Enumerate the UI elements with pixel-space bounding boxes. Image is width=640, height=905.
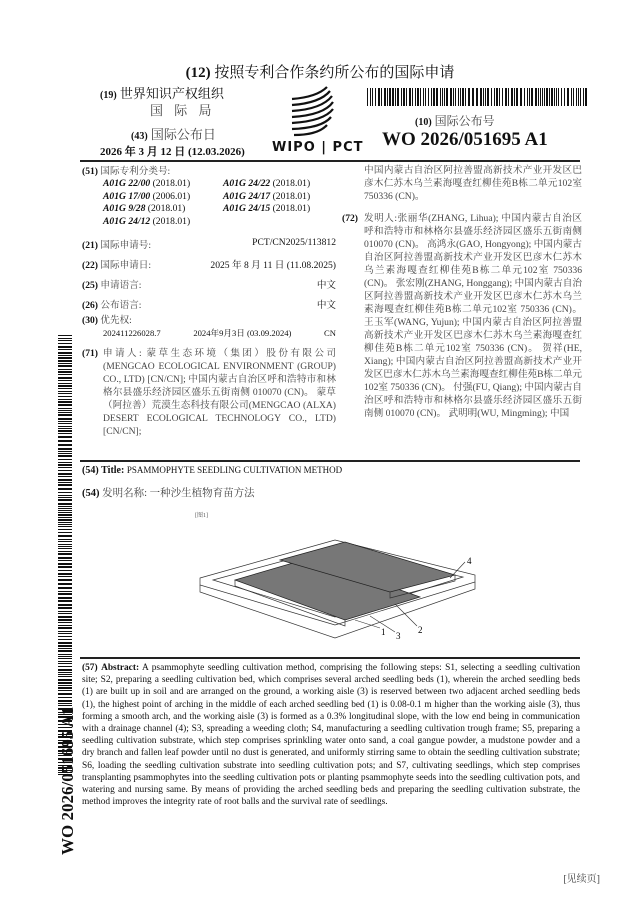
barcode-bar (480, 88, 482, 106)
barcode-bar (585, 88, 587, 106)
barcode-bar (58, 576, 72, 577)
barcode-bar (409, 88, 411, 106)
barcode-bar (58, 573, 72, 575)
barcode-bar (58, 697, 72, 698)
barcode-bar (389, 88, 391, 106)
barcode-bar (58, 600, 72, 602)
barcode-bar (372, 88, 373, 106)
barcode-bar (420, 88, 421, 106)
barcode-bar (556, 88, 557, 106)
barcode-bar (58, 570, 72, 571)
ipc-item: A01G 24/12 (2018.01) (103, 215, 191, 227)
barcode-bar (58, 631, 72, 632)
barcode-bar (58, 484, 72, 486)
barcode-bar (58, 532, 72, 533)
barcode-bar (425, 88, 426, 106)
figure-label: [图1] (195, 513, 208, 519)
barcode-bar (58, 553, 72, 555)
barcode-bar (440, 88, 441, 106)
barcode-bar (58, 514, 72, 516)
inid-code: (19) (100, 90, 117, 101)
label: 国际公布号 (434, 114, 495, 128)
barcode-bar (58, 482, 72, 483)
barcode-bar (58, 479, 72, 481)
barcode-bar (58, 421, 72, 422)
barcode-bar (412, 88, 413, 106)
barcode-bar (567, 88, 569, 106)
barcode-bar (58, 383, 72, 384)
barcode-bar (58, 674, 72, 675)
barcode-bar (423, 88, 424, 106)
barcode-bar (583, 88, 584, 106)
barcode-bar (58, 428, 72, 429)
barcode-bar (58, 430, 72, 432)
ipc-item: A01G 22/00 (2018.01) (103, 178, 191, 189)
barcode-bar (436, 88, 438, 106)
barcode-bar (58, 470, 72, 471)
filing-language: 中文 (316, 280, 336, 291)
barcode-bar (58, 508, 72, 509)
barcode-bar (58, 639, 72, 640)
barcode-bar (460, 88, 461, 106)
applicant-continued: 中国内蒙古自治区阿拉善盟高新技术产业开发区巴彦木仁苏木乌兰素海嘎查红柳佳苑B栋二单元102室 750336 (CN)。 (364, 165, 582, 202)
barcode-bar (58, 541, 72, 542)
barcode-bar (58, 693, 72, 695)
barcode-bar (58, 488, 72, 490)
ipc-list (82, 178, 342, 228)
barcode-bar (58, 654, 72, 655)
barcode-bar (450, 88, 452, 106)
barcode-bar (401, 88, 402, 106)
barcode-bar (472, 88, 474, 106)
barcode-bar (499, 88, 500, 106)
barcode-bar (384, 88, 386, 106)
barcode-bar (58, 497, 72, 498)
label: 国际公布日 (150, 127, 216, 142)
figure-ref-3: 3 (396, 631, 401, 641)
title-chinese: (54) 发明名称: 一种沙生植物育苗方法 (82, 488, 255, 499)
barcode-bar (494, 88, 495, 106)
barcode-bar (58, 604, 72, 606)
barcode-bar (58, 335, 72, 336)
barcode-bar (468, 88, 470, 106)
barcode-bar (58, 685, 72, 686)
barcode-bar (58, 666, 72, 667)
barcode-bar (58, 557, 72, 559)
barcode-bar (485, 88, 486, 106)
inventor-text: 发明人:张丽华(ZHANG, Lihua); 中国内蒙古自治区呼和浩特市和林格尔县盛乐经济园区盛乐五街南侧 010070 (CN)。 高鸿永(GAO, Hongyong); 中国内蒙古自治区阿拉善盟高新技术产业开发区巴彦木仁苏木乌兰素海嘎查红柳佳苑B栋二单元102室 750336 (CN)。 张宏刚(ZHANG, Honggang); 中国内蒙古自治区阿拉善盟高新技术产业开发区巴彦木仁苏木乌兰素海嘎查红柳佳苑B栋二单元102室 750336 (CN)。 王玉军(WANG, Yujun); 中国内蒙古自治区阿拉善盟高新技术产业开发区巴彦木仁苏木乌兰素海嘎查红柳佳苑B栋二单元102室 750336 (CN)。 贺祥(HE, Xiang); 中国内蒙古自治区阿拉善盟高新技术产业开发区巴彦木仁苏木乌兰素海嘎查红柳佳苑B栋二单元102室 750336 (CN)。 付强(FU, Qiang); 中国内蒙古自治区呼和浩特市和林格尔县盛乐经济园区盛乐五街南侧 010070 (CN)。 武明明(WU, Mingming); 中国 (364, 213, 582, 419)
barcode-bar (58, 369, 72, 370)
publication-number-label (415, 112, 495, 129)
document-type-heading (0, 61, 640, 82)
barcode-bar (58, 636, 72, 637)
barcode-bar (58, 374, 72, 375)
barcode-bar (58, 642, 72, 644)
barcode-bar (58, 352, 72, 354)
publication-language: 中文 (316, 300, 336, 311)
barcode-bar (511, 88, 513, 106)
barcode-bar (442, 88, 443, 106)
barcode-bar (381, 88, 382, 106)
barcode-bar (58, 551, 72, 552)
barcode-bar (508, 88, 509, 106)
barcode-bar (496, 88, 498, 106)
barcode-bar (58, 524, 72, 525)
barcode-bar (520, 88, 522, 106)
barcode-bar (487, 88, 489, 106)
barcode-bar (58, 492, 72, 493)
barcode-bar (58, 453, 72, 454)
barcode-bar (524, 88, 525, 106)
figure-ref-4: 4 (467, 556, 472, 566)
barcode-bar (58, 401, 72, 403)
barcode-bar (58, 340, 72, 341)
barcode-bar (527, 88, 528, 106)
priority-data (82, 327, 336, 340)
barcode-bar (453, 88, 454, 106)
barcode-bar (58, 459, 72, 460)
barcode-bar (483, 88, 484, 106)
figure-drawing (195, 520, 495, 655)
barcode-bar (58, 622, 72, 623)
barcode-bar (370, 88, 371, 106)
barcode-bar (58, 645, 72, 647)
barcode-bar (58, 451, 72, 452)
barcode-bar (58, 619, 72, 621)
barcode-bar (58, 393, 72, 394)
barcode-bar (58, 633, 72, 634)
barcode-bar (395, 88, 396, 106)
barcode-bar (58, 566, 72, 568)
barcode-bar (58, 410, 72, 411)
barcode-bar (58, 597, 72, 599)
divider (80, 657, 580, 659)
divider (80, 160, 580, 162)
barcode-bar (58, 408, 72, 409)
barcode-bar (58, 355, 72, 356)
divider (80, 460, 580, 462)
barcode-bar (58, 506, 72, 507)
international-bureau: 国 际 局 (150, 103, 216, 118)
abstract-text: A psammophyte seedling cultivation method, comprising the following steps: S1, selecting a seedling cultivation site; S2, preparing a seedling cultivation bed, which comprises several arched seedling beds (1), wherein the arched seedling beds (1) are built up in soil and are arranged on the ground, a working aisle (3) is reserved between two adjacent arched seedling beds (1), the highest point of arching in the middle of each arched seedling bed (1) is 0.08-0.1 m higher than the working aisle (3), thus forming a smooth arch, and the working aisle (3) is formed as a 0.3% longitudinal slope, with the low end being in communication with a drainage channel (4); S3, spreading a weeding cloth; S4, manufacturing a seedling cultivation trough frame; S5, preparing a seedling cultivation substrate, which step comprises sprinkling water onto sand, a coal gangue powder, a mudstone powder and a dry branch and fallen leaf powder until no dust is generated, and uniformly stirring same to obtain the seedling cultivation substrate; S6, loading the seedling cultivation substrate into seedling cultivation pots; and S7, cultivating seedlings, which step comprises transplanting psammophytes into the seedling cultivation pots or planting psammophyte seeds into the seedling cultivation pots, and watering and nursing same. By means of providing the arched seedling beds and preparing the seedling cultivation substrate, the method improves the integrity rate of root balls and the survival rate of seedlings. (82, 663, 581, 808)
barcode-bar (58, 625, 72, 626)
wipo-pct-logo (272, 85, 372, 155)
barcode-bar (58, 495, 72, 496)
barcode-bar (578, 88, 579, 106)
barcode-bar (540, 88, 541, 106)
inid-code: (10) (415, 117, 432, 128)
org-label: 世界知识产权组织 (119, 86, 224, 101)
barcode-bar (58, 560, 72, 561)
barcode-bar (58, 349, 72, 350)
barcode-bar (428, 88, 429, 106)
barcode-bar (58, 548, 72, 549)
inid-code: (51) (82, 166, 98, 177)
barcode-bar (446, 88, 448, 106)
barcode-bar (558, 88, 559, 106)
barcode-bar (476, 88, 478, 106)
barcode-bar (367, 88, 368, 106)
barcode-bar (58, 414, 72, 416)
barcode-bar (58, 464, 72, 466)
barcode-bar (455, 88, 456, 106)
barcode-bar (58, 467, 72, 468)
barcode-bar (58, 613, 72, 614)
barcode-bar (58, 535, 72, 537)
publication-date-label (131, 124, 216, 143)
title-text: PSAMMOPHYTE SEEDLING CULTIVATION METHOD (126, 465, 343, 475)
barcode-bar (58, 343, 72, 344)
barcode-bar (58, 391, 72, 392)
barcode-bar (58, 462, 72, 463)
barcode-bar (514, 88, 515, 106)
title-text: 一种沙生植物育苗方法 (149, 488, 255, 499)
barcode-bar (58, 412, 72, 413)
barcode-bar (58, 591, 72, 592)
figure-ref-1: 1 (381, 627, 386, 637)
barcode-bar (415, 88, 416, 106)
barcode-bar (58, 672, 72, 673)
barcode-bar (58, 396, 72, 397)
barcode-bar (58, 676, 72, 677)
barcode-bar (58, 363, 72, 364)
barcode-bar (58, 377, 72, 379)
barcode-bar (58, 418, 72, 420)
barcode-bar (580, 88, 581, 106)
barcode-bar (58, 611, 72, 612)
barcode-bar (544, 88, 545, 106)
barcode-bar (58, 522, 72, 523)
barcode-bar (58, 593, 72, 595)
barcode-bar (554, 88, 555, 106)
barcode-bar (58, 700, 72, 702)
priority-date: 2024年9月3日 (03.09.2024) (193, 328, 292, 338)
barcode-bar (58, 385, 72, 387)
barcode-bar (392, 88, 394, 106)
barcode-bar (378, 88, 380, 106)
ipc-section (82, 165, 342, 228)
barcode-bar (546, 88, 548, 106)
barcode-bar (58, 546, 72, 547)
barcode-bar (58, 399, 72, 400)
publication-date: 2026 年 3 月 12 日 (12.03.2026) (100, 146, 245, 158)
barcode-bar (375, 88, 376, 106)
barcode-bar (535, 88, 537, 106)
application-number: PCT/CN2025/113812 (252, 237, 336, 248)
priority-section: (30) 优先权: 202411226028.7 2024年9月3日 (03.09.2024) CN (82, 315, 336, 338)
barcode-bar (58, 526, 72, 527)
barcode-bar (417, 88, 419, 106)
barcode-bar (58, 658, 72, 659)
barcode-bar (58, 426, 72, 427)
barcode-bar (58, 512, 72, 513)
inventor-section: (72) 发明人:张丽华(ZHANG, Lihua); 中国内蒙古自治区呼和浩特市和林格尔县盛乐经济园区盛乐五街南侧 010070 (CN)。 高鸿永(GAO, Hongyong); 中国内蒙古自治区阿拉善盟高新技术产业开发区巴彦木仁苏木乌兰素海嘎查红柳佳苑B栋二单元102室 750336 (CN)。 张宏刚(ZHANG, Honggang); 中国内蒙古自治区阿拉善盟高新技术产业开发区巴彦木仁苏木乌兰素海嘎查红柳佳苑B栋二单元102室 750336 (CN)。 王玉军(WANG, Yujun); 中国内蒙古自治区阿拉善盟高新技术产业开发区巴彦木仁苏木乌兰素海嘎查红柳佳苑B栋二单元102室 750336 (CN)。 贺祥(HE, Xiang); 中国内蒙古自治区阿拉善盟高新技术产业开发区巴彦木仁苏木乌兰素海嘎查红柳佳苑B栋二单元102室 750336 (CN)。 付强(FU, Qiang); 中国内蒙古自治区呼和浩特市和林格尔县盛乐经济园区盛乐五街南侧 010070 (CN)。 武明明(WU, Mingming); 中国 (342, 213, 582, 419)
priority-number: 202411226028.7 (103, 328, 161, 338)
inid-code: (43) (131, 131, 148, 142)
barcode-bar (58, 682, 72, 684)
barcode-bar (444, 88, 445, 106)
barcode-bar (571, 88, 572, 106)
barcode-bar (573, 88, 574, 106)
ipc-item: A01G 24/15 (2018.01) (223, 203, 311, 214)
barcode-bar (58, 476, 72, 477)
barcode-bar (58, 510, 72, 511)
barcode-bar (564, 88, 565, 106)
barcode-bar (58, 687, 72, 689)
barcode-bar (58, 627, 72, 629)
barcode-bar (58, 433, 72, 434)
barcode-bar (58, 380, 72, 381)
barcode-bar (58, 448, 72, 450)
barcode-bar (58, 371, 72, 373)
logo-text: WIPO | PCT (272, 140, 364, 155)
barcode-bar (58, 607, 72, 609)
barcode-bar (576, 88, 577, 106)
title-english: (54) Title: PSAMMOPHYTE SEEDLING CULTIVATION METHOD (82, 465, 343, 476)
figure-ref-2: 2 (418, 625, 423, 635)
barcode-bar (561, 88, 562, 106)
barcode-bar (58, 563, 72, 565)
inid-code: (12) (185, 65, 211, 81)
barcode-bar (58, 423, 72, 424)
barcode-bar (458, 88, 459, 106)
barcode-bar (58, 583, 72, 585)
ipc-item: A01G 9/28 (2018.01) (103, 203, 186, 214)
publication-number: WO 2026/051695 A1 (382, 129, 548, 150)
barcode-bar (403, 88, 405, 106)
priority-country: CN (324, 328, 336, 338)
barcode-bar (58, 346, 72, 348)
barcode-bar (549, 88, 550, 106)
barcode-bar (58, 587, 72, 589)
ipc-item: A01G 24/17 (2018.01) (223, 190, 311, 202)
barcode-bar (58, 656, 72, 657)
barcode-bar (58, 499, 72, 501)
barcode-bar (465, 88, 466, 106)
application-date: 2025 年 8 月 11 日 (11.08.2025) (210, 260, 336, 271)
barcode-bar (397, 88, 399, 106)
barcode-bar (58, 517, 72, 518)
barcode-bar (58, 360, 72, 362)
barcode-bar (58, 544, 72, 545)
barcode-bar (551, 88, 553, 106)
barcode-bar (58, 539, 72, 540)
continued-note: [见续页] (563, 874, 600, 885)
barcode-bar (58, 455, 72, 457)
barcode-bar (58, 357, 72, 359)
barcode-bar (491, 88, 492, 106)
barcode-bar (58, 690, 72, 691)
barcode-bar (462, 88, 464, 106)
barcode-bar (58, 444, 72, 446)
barcode-bar (406, 88, 407, 106)
abstract: (57) Abstract: A psammophyte seedling cultivation method, comprising the following steps: S1, selecting a seedling cultivation site; S2, preparing a seedling cultivation bed, which comprises several arched seedling beds (1), wherein the arched seedling beds (1) are built up in soil and are arranged on the ground, a working aisle (3) is reserved between two adjacent arched seedling beds (1), the highest point of arching in the middle of each arched seedling bed (1) is 0.08-0.1 m higher than the working aisle (3), thus forming a smooth arch, and the working aisle (3) is formed as a 0.3% longitudinal slope, with the low end being in communication with a drainage channel (4); S3, spreading a weeding cloth; S4, manufacturing a seedling cultivation trough frame; S5, preparing a seedling cultivation substrate, which step comprises sprinkling water onto sand, a coal gangue powder, a mudstone powder and a dry branch and fallen leaf powder until no dust is generated, and uniformly stirring same to obtain the seedling cultivation substrate; S6, loading the seedling cultivation substrate into seedling cultivation pots; and S7, cultivating seedlings, which step comprises transplanting psammophytes into the seedling cultivation pots or planting psammophyte seeds into the seedling cultivation pots, and watering and nursing same. By means of providing the arched seedling beds and preparing the seedling cultivation substrate, the method improves the integrity rate of root balls and the survival rate of seedlings. (82, 663, 581, 808)
barcode (367, 88, 587, 106)
barcode-bar (58, 669, 72, 671)
barcode-bar (58, 616, 72, 618)
barcode-bar (502, 88, 503, 106)
barcode-bar (387, 88, 388, 106)
barcode-bar (58, 579, 72, 581)
barcode-bar (538, 88, 539, 106)
barcode-bar (58, 404, 72, 406)
ipc-item: A01G 24/22 (2018.01) (223, 178, 311, 189)
barcode-bar (433, 88, 435, 106)
side-publication-number: WO 2026/051695 A1 (58, 706, 77, 855)
barcode-bar (58, 473, 72, 475)
barcode-bar (58, 703, 72, 704)
barcode-bar (58, 338, 72, 339)
barcode-bar (431, 88, 432, 106)
barcode-bar (505, 88, 507, 106)
barcode-bar (542, 88, 543, 106)
barcode-bar (58, 663, 72, 664)
barcode-bar (516, 88, 518, 106)
barcode-bar (58, 661, 72, 662)
document-type: 按照专利合作条约所公布的国际申请 (214, 65, 455, 81)
barcode-bar (58, 679, 72, 681)
applicant-text: 申请人: 蒙草生态环境（集团）股份有限公司 (MENGCAO ECOLOGICAL ENVIRONMENT (GROUP) CO., LTD) [CN/CN]; 中国内蒙古自治区呼和浩特市和林格尔县盛乐经济园区盛乐五街南侧 010070 (CN)。 蒙草（阿拉善）荒漠生态科技有限公司(MENGCAO (ALXA) DESERT ECOLOGICAL TECHNOLOGY CO., LTD) [CN/CN]; (103, 348, 336, 437)
barcode-bar (58, 503, 72, 505)
barcode-bar (58, 440, 72, 442)
label: 国际专利分类号: (100, 166, 171, 177)
barcode-bar (58, 650, 72, 652)
ipc-item: A01G 17/00 (2006.01) (103, 190, 191, 202)
barcode-bar (58, 648, 72, 649)
barcode-bar (58, 519, 72, 521)
barcode-bar (58, 365, 72, 367)
barcode-bar (531, 88, 533, 106)
applicant-section: (71) 申请人: 蒙草生态环境（集团）股份有限公司 (MENGCAO ECOLOGICAL ENVIRONMENT (GROUP) CO., LTD) [CN/CN]; 中国内蒙古自治区呼和浩特市和林格尔县盛乐经济园区盛乐五街南侧 010070 (CN)。 蒙草（阿拉善）荒漠生态科技有限公司(MENGCAO (ALXA) DESERT ECOLOGICAL TECHNOLOGY CO., LTD) [CN/CN]; (82, 348, 336, 437)
barcode-bar (529, 88, 530, 106)
barcode-bar (58, 436, 72, 438)
barcode-bar (58, 529, 72, 530)
barcode-bar (58, 388, 72, 389)
